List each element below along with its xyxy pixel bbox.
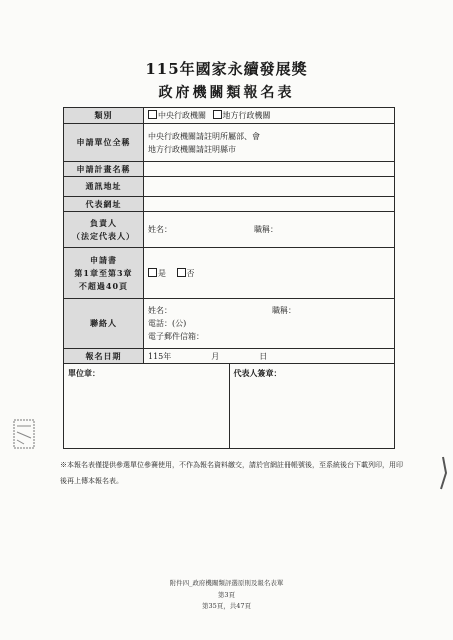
contact-name-line: [148, 304, 390, 317]
contact-field[interactable]: [144, 299, 395, 349]
leader-title-label: 職稱：: [254, 225, 278, 234]
contact-phone-label: 電話：(公): [148, 319, 187, 328]
pages-yes-checkbox[interactable]: [148, 268, 157, 277]
application-options: [144, 248, 395, 299]
local-agency-checkbox[interactable]: [213, 110, 222, 119]
leader-name-label: 姓名：: [148, 225, 172, 234]
leader-label-line1: 負責人: [90, 217, 117, 228]
row-website: [64, 197, 395, 212]
footer-attachment: 附件四_政府機關類評選原則及報名表單: [169, 579, 284, 587]
unit-seal-box[interactable]: [64, 364, 229, 448]
plan-label: 申請計畫名稱: [64, 162, 144, 177]
form-subtitle: 政府機關類報名表: [158, 85, 295, 101]
contact-title-label: 職稱：: [272, 306, 296, 315]
seal-area: [64, 364, 395, 449]
unit-hint-local: 地方行政機關請註明縣市: [148, 144, 236, 154]
website-label: 代表網址: [64, 197, 144, 212]
date-year: 115年: [148, 351, 172, 361]
row-seal: [64, 364, 395, 449]
instruction-note: ※本報名表僅提供參選單位參賽使用，不作為報名資料繳交，請於官網註冊帳號後，至系統後台下載列印，用印後再上傳本報名表。: [60, 461, 403, 485]
rep-seal-box[interactable]: [229, 364, 394, 448]
registration-form-table: [63, 107, 395, 449]
date-label: 報名日期: [64, 349, 144, 364]
leader-label: [64, 212, 144, 248]
edge-mark-icon: [438, 455, 448, 491]
website-field[interactable]: [144, 197, 395, 212]
contact-name-label: 姓名：: [148, 306, 172, 315]
application-label-line2: 第1章至第3章: [74, 267, 133, 278]
date-day: 日: [259, 351, 268, 361]
row-date: [64, 349, 395, 364]
row-category: [64, 108, 395, 124]
row-address: [64, 177, 395, 197]
application-label-line1: 申請書: [90, 254, 117, 265]
date-month: 月: [211, 351, 220, 361]
application-label-line3: 不超過40頁: [78, 280, 129, 291]
leader-field[interactable]: [144, 212, 395, 248]
stamp-mark-icon: [12, 418, 36, 450]
pages-no-checkbox[interactable]: [177, 268, 186, 277]
unit-seal-label: 單位章：: [68, 368, 100, 378]
rep-seal-label: 代表人簽章：: [233, 368, 282, 378]
seal-table: [64, 364, 394, 448]
row-unit: [64, 124, 395, 162]
pages-yes-label: 是: [158, 268, 166, 278]
address-label: 通訊地址: [64, 177, 144, 197]
row-plan: [64, 162, 395, 177]
local-agency-label: 地方行政機關: [222, 111, 271, 120]
central-agency-checkbox[interactable]: [148, 110, 157, 119]
form-title: 115年國家永續發展獎: [145, 60, 308, 78]
address-field[interactable]: [144, 177, 395, 197]
application-label: [64, 248, 144, 299]
unit-label: 申請單位全稱: [64, 124, 144, 162]
central-agency-label: 中央行政機關: [158, 111, 206, 120]
category-options: [144, 108, 395, 124]
plan-field[interactable]: [144, 162, 395, 177]
unit-hint-central: 中央行政機關請註明所屬部、會: [148, 131, 260, 141]
unit-field[interactable]: [144, 124, 395, 162]
row-contact: [64, 299, 395, 349]
date-field[interactable]: [144, 349, 395, 364]
category-label: 類別: [64, 108, 144, 124]
row-leader: [64, 212, 395, 248]
leader-label-line2: （法定代表人）: [72, 230, 135, 241]
row-application: [64, 248, 395, 299]
footer-page: 第3頁: [217, 591, 236, 599]
pages-no-label: 否: [186, 268, 195, 278]
contact-label: 聯絡人: [64, 299, 144, 349]
footer-total-pages: 第35頁，共47頁: [201, 602, 252, 610]
contact-email-label: 電子郵件信箱：: [148, 332, 204, 341]
